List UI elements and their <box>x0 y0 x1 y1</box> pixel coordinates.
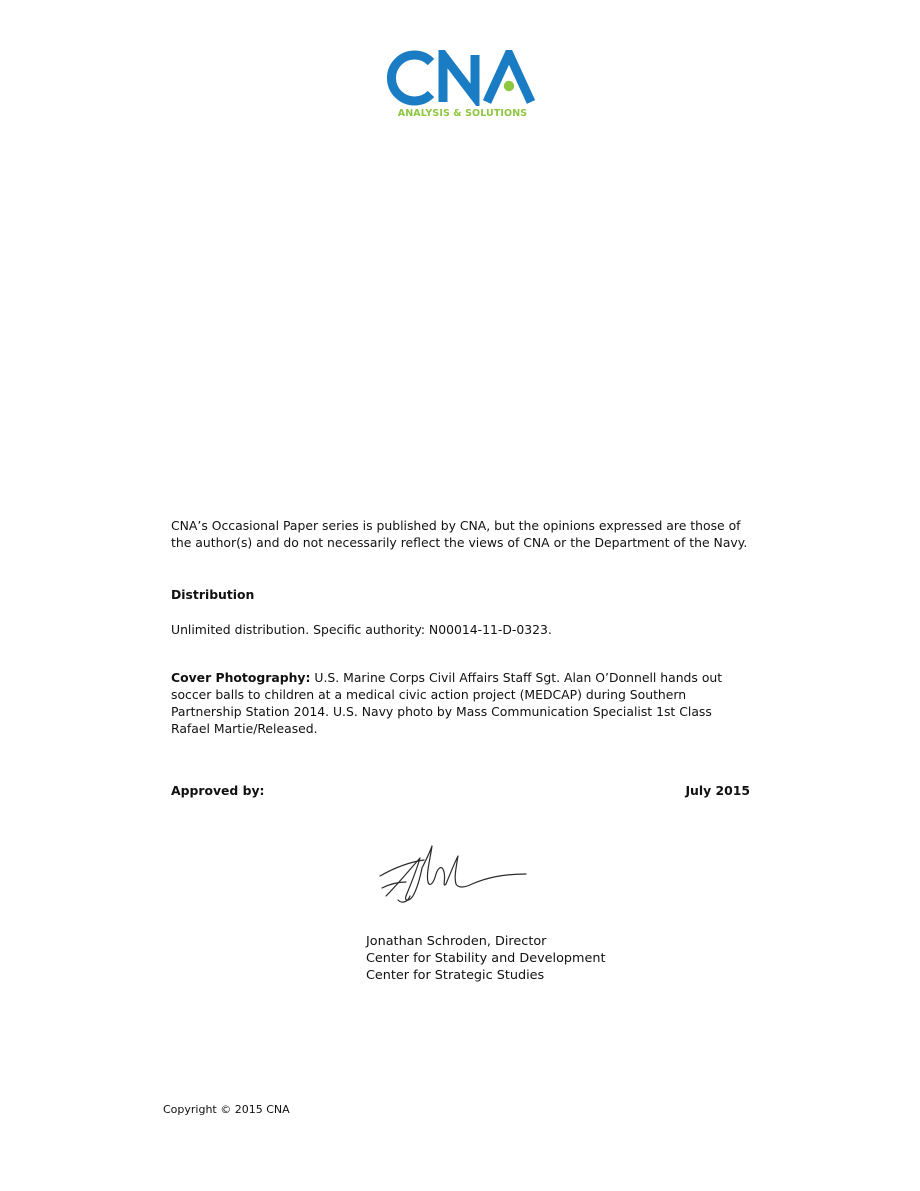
signer-name-title: Jonathan Schroden, Director <box>366 934 547 949</box>
approval-row <box>171 782 750 799</box>
distribution-heading: Distribution <box>171 587 255 602</box>
logo-letter-n <box>443 55 475 102</box>
approved-by-label: Approved by: <box>171 783 265 798</box>
cover-photography-text: U.S. Marine Corps Civil Affairs Staff Sgt. Alan O’Donnell hands out soccer balls to children at a medical civic action project (MEDCAP) during Southern Partnership Station 2014. U.S. Navy photo by Mass Communication Specialist 1st Class Rafael Martie/Released. <box>171 670 723 736</box>
distribution-statement: Unlimited distribution. Specific authority: N00014-11-D-0323. <box>171 622 552 637</box>
signer-block <box>366 933 666 984</box>
copyright-notice: Copyright © 2015 CNA <box>163 1103 290 1116</box>
logo-tagline: ANALYSIS & SOLUTIONS <box>397 108 528 119</box>
handwritten-signature <box>376 838 536 908</box>
signer-center-1: Center for Stability and Development <box>366 951 606 966</box>
logo-letter-a <box>487 54 531 102</box>
logo-letter-c <box>391 55 431 101</box>
logo-accent-dot <box>504 81 514 91</box>
cover-photography-credit <box>171 669 751 737</box>
series-disclaimer: CNA’s Occasional Paper series is published by CNA, but the opinions expressed are those of the author(s) and do not necessarily reflect the views of CNA or the Department of the Navy. <box>171 518 748 550</box>
cna-logo <box>385 50 540 120</box>
signer-center-2: Center for Strategic Studies <box>366 968 545 983</box>
cover-photography-label: Cover Photography: <box>171 670 311 685</box>
approval-date: July 2015 <box>685 783 750 798</box>
cna-wordmark-logo <box>385 50 540 106</box>
